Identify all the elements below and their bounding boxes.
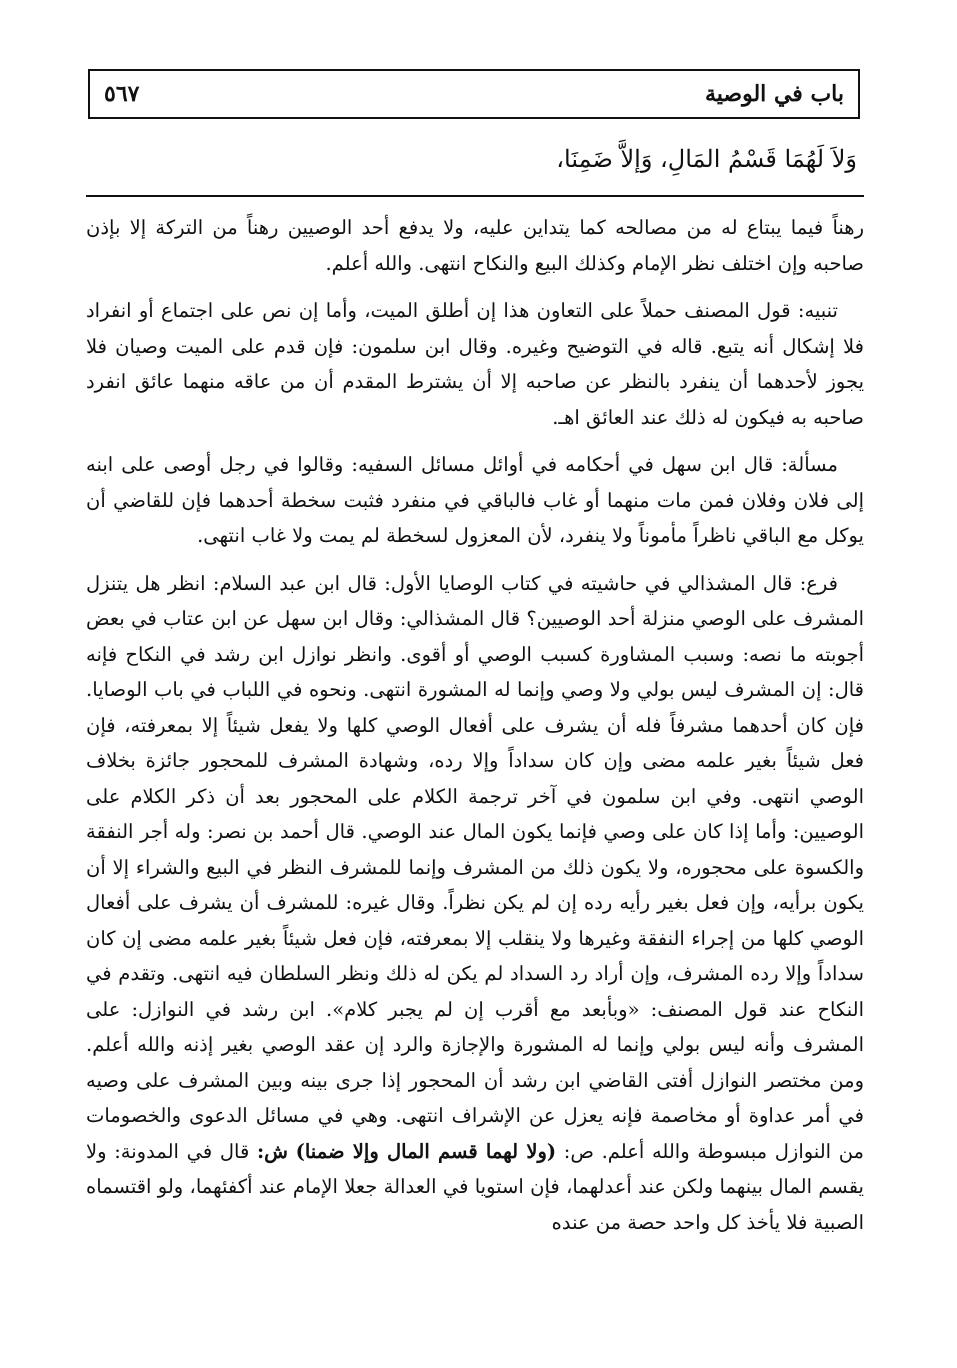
paragraph-far	[86, 566, 864, 1241]
sharh-text: قال في المدونة: ولا يقسم المال بينهما ولكن عند أعدلهما، فإن استويا في العدالة جعلا الإمام عند أكفئهما، ولو اقتسماه الصبية فلا يأخذ كل واحد حصة من عنده	[86, 1139, 864, 1234]
running-header	[88, 69, 860, 119]
chapter-title: باب في الوصية	[704, 81, 844, 107]
paragraph-1: رهناً فيما يبتاع له من مصالحه كما يتداين عليه، ولا يدفع أحد الوصيين رهناً من التركة إلا بإذن صاحبه وإن اختلف نظر الإمام وكذلك البيع والنكاح انتهى. والله أعلم.	[86, 216, 864, 275]
far-text: فرع: قال المشذالي في حاشيته في كتاب الوصايا الأول: قال ابن عبد السلام: انظر هل يتنزل المشرف على الوصي منزلة أحد الوصيين؟ قال المشذالي: وقال ابن سهل عن ابن عتاب في بعض أجوبته ما نصه: وسبب المشاورة كسبب الوصي أو أقوى. وانظر نوازل ابن رشد في النكاح فإنه قال: إن المشرف ليس بولي ولا وصي وإنما له المشورة انتهى. ونحوه في اللباب في باب الوصايا. فإن كان أحدهما مشرفاً فله أن يشرف على أفعال الوصي كلها ولا يفعل شيئاً إلا بمعرفته، فإن فعل شيئاً بغير علمه مضى وإن كان سداداً وإلا رده، وشهادة المشرف للمحجور جائزة بخلاف الوصي انتهى. وفي ابن سلمون في آخر ترجمة الكلام على المحجور بعد أن ذكر الكلام على الوصيين: وأما إذا كان على وصي فإنما يكون المال عند الوصي. قال أحمد بن نصر: وله أجر النفقة والكسوة على محجوره، ولا يكون ذلك من المشرف وإنما للمشرف النظر في البيع والشراء إلا أن يكون برأيه، وإن فعل بغير رأيه رده إن لم يكن نظراً. وقال غيره: للمشرف أن يشرف على أفعال الوصي كلها من إجراء النفقة وغيرها ولا ينقلب إلا بمعرفته، فإن فعل شيئاً بغير علمه مضى إن كان سداداً وإلا رده المشرف، وإن أراد رد السداد لم يكن له ذلك ونظر السلطان فيه انتهى. وتقدم في النكاح عند قول المصنف: «وبأبعد مع أقرب إن لم يجبر كلام». ابن رشد في النوازل: على المشرف وأنه ليس بولي وإنما له المشورة والإجازة والرد إن عقد الوصي بغير إذنه والله أعلم. ومن مختصر النوازل أفتى القاضي ابن رشد أن المحجور إذا جرى بينه وبين المشرف على وصيه في أمر عداوة أو مخاصمة فإنه يعزل عن الإشراف انتهى. وهي في مسائل الدعوى والخصومات من النوازل مبسوطة والله أعلم. ص:	[86, 571, 865, 1163]
page-number: ٥٦٧	[104, 81, 140, 107]
paragraph-tanbih: تنبيه: قول المصنف حملاً على التعاون هذا إن أطلق الميت، وأما إن نص على اجتماع أو انفراد فلا إشكال أنه يتبع. قاله في التوضيح وغيره. وقال ابن سلمون: فإن قدم على الميت وصيان فلا يجوز لأحدهما أن ينفرد بالنظر عن صاحبه إلا أن يشترط المقدم أن من عاقه منهما عائق انفرد صاحبه به فيكون له ذلك عند العائق اهـ.	[86, 299, 864, 429]
matn-quote: (ولا لهما قسم المال وإلا ضمنا)	[295, 1139, 557, 1163]
sharh-marker: ش:	[256, 1139, 288, 1163]
paragraph-masala: مسألة: قال ابن سهل في أحكامه في أوائل مسائل السفيه: وقالوا في رجل أوصى على ابنه إلى فلان وفلان فمن مات منهما أو غاب فالباقي في منفرد فثبت سخطة أحدهما فإن للقاضي أن يوكل مع الباقي ناظراً مأموناً ولا ينفرد، لأن المعزول لسخطة لم يمت ولا غاب انتهى.	[86, 453, 864, 547]
commentary-body	[86, 210, 864, 1240]
matn-text: وَلاَ لَهُمَا قَسْمُ المَالِ، وَإلاَّ ضَمِنَا،	[556, 145, 857, 173]
separator-line	[86, 195, 864, 197]
